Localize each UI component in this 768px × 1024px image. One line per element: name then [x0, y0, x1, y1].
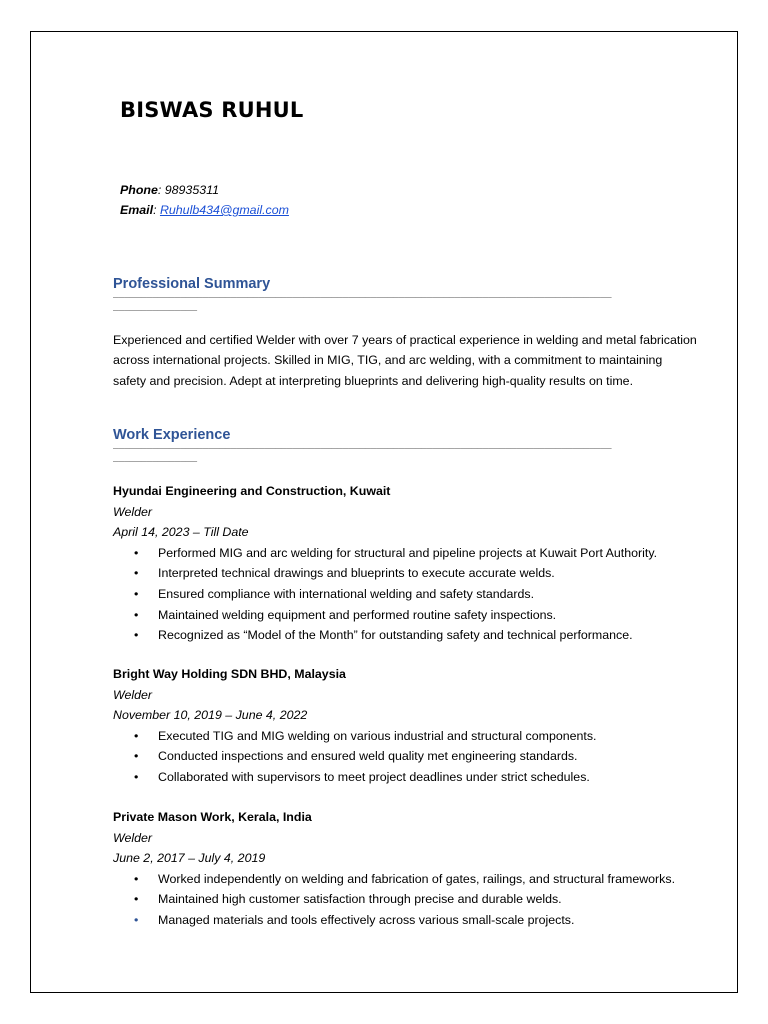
bullet-text: Ensured compliance with international welding and safety standards. [158, 586, 535, 601]
email-label: Email [120, 203, 154, 217]
bullet-icon: • [134, 871, 139, 886]
email-line [120, 200, 289, 220]
job-dates: June 2, 2017 – July 4, 2019 [113, 851, 266, 866]
bullet-text: Executed TIG and MIG welding on various industrial and structural components. [158, 728, 597, 743]
bullet-text: Maintained high customer satisfaction through precise and durable welds. [158, 892, 562, 907]
section-title-experience: Work Experience [113, 427, 231, 443]
bullet-text: Performed MIG and arc welding for structural and pipeline projects at Kuwait Port Authority. [158, 545, 658, 560]
email-separator: : [153, 203, 160, 217]
job-entry-private-mason [113, 807, 703, 931]
bullet-icon: • [134, 769, 139, 784]
contact-block [120, 180, 289, 220]
bullet-icon: • [134, 912, 139, 927]
candidate-name: BISWAS RUHUL [120, 98, 304, 122]
job-bullets [113, 543, 703, 646]
list-item [113, 543, 703, 564]
job-role: Welder [113, 687, 153, 702]
phone-value: : 98935311 [157, 183, 219, 197]
bullet-icon: • [134, 728, 139, 743]
bullet-icon: • [134, 749, 139, 764]
section-rule-continued: _______________ [113, 454, 198, 464]
bullet-text: Managed materials and tools effectively across various small-scale projects. [158, 912, 575, 927]
bullet-text: Recognized as “Model of the Month” for outstanding safety and technical performance. [158, 628, 633, 643]
bullet-text: Interpreted technical drawings and blueprints to execute accurate welds. [158, 566, 555, 581]
phone-label: Phone [120, 183, 158, 197]
section-rule: _________________________________________________________________________________________ [113, 441, 612, 451]
section-rule-continued: _______________ [113, 303, 198, 313]
job-company: Private Mason Work, Kerala, India [113, 810, 312, 824]
list-item [113, 563, 703, 584]
bullet-text: Maintained welding equipment and performed routine safety inspections. [158, 607, 557, 622]
job-entry-hyundai [113, 481, 703, 646]
bullet-icon: • [134, 545, 139, 560]
job-dates: April 14, 2023 – Till Date [113, 525, 249, 540]
section-rule: _________________________________________________________________________________________ [113, 290, 612, 300]
list-item [113, 767, 703, 788]
job-company: Bright Way Holding SDN BHD, Malaysia [113, 667, 346, 681]
bullet-icon: • [134, 607, 139, 622]
bullet-text: Worked independently on welding and fabrication of gates, railings, and structural frameworks. [158, 871, 676, 886]
job-entry-bright-way [113, 664, 703, 788]
list-item [113, 726, 703, 747]
list-item [113, 889, 703, 910]
list-item [113, 746, 703, 767]
bullet-text: Conducted inspections and ensured weld quality met engineering standards. [158, 749, 578, 764]
summary-text: Experienced and certified Welder with over 7 years of practical experience in welding and metal fabrication across international projects. Skilled in MIG, TIG, and arc welding, with a commitment to maintaining safety and precision. Adept at interpreting blueprints and delivering high-quality results on time. [113, 333, 697, 388]
job-role: Welder [113, 504, 153, 519]
list-item [113, 605, 703, 626]
bullet-icon: • [134, 628, 139, 643]
bullet-icon: • [134, 892, 139, 907]
email-link[interactable]: Ruhulb434@gmail.com [159, 203, 289, 217]
bullet-icon: • [134, 586, 139, 601]
list-item [113, 625, 703, 646]
job-company: Hyundai Engineering and Construction, Kuwait [113, 484, 391, 498]
list-item [113, 869, 703, 890]
bullet-text: Collaborated with supervisors to meet project deadlines under strict schedules. [158, 769, 590, 784]
job-bullets [113, 726, 703, 788]
list-item [113, 584, 703, 605]
list-item [113, 910, 703, 931]
job-dates: November 10, 2019 – June 4, 2022 [113, 708, 308, 723]
phone-line [120, 180, 289, 200]
bullet-icon: • [134, 566, 139, 581]
job-role: Welder [113, 830, 153, 845]
section-title-summary: Professional Summary [113, 276, 271, 292]
job-bullets [113, 869, 703, 931]
